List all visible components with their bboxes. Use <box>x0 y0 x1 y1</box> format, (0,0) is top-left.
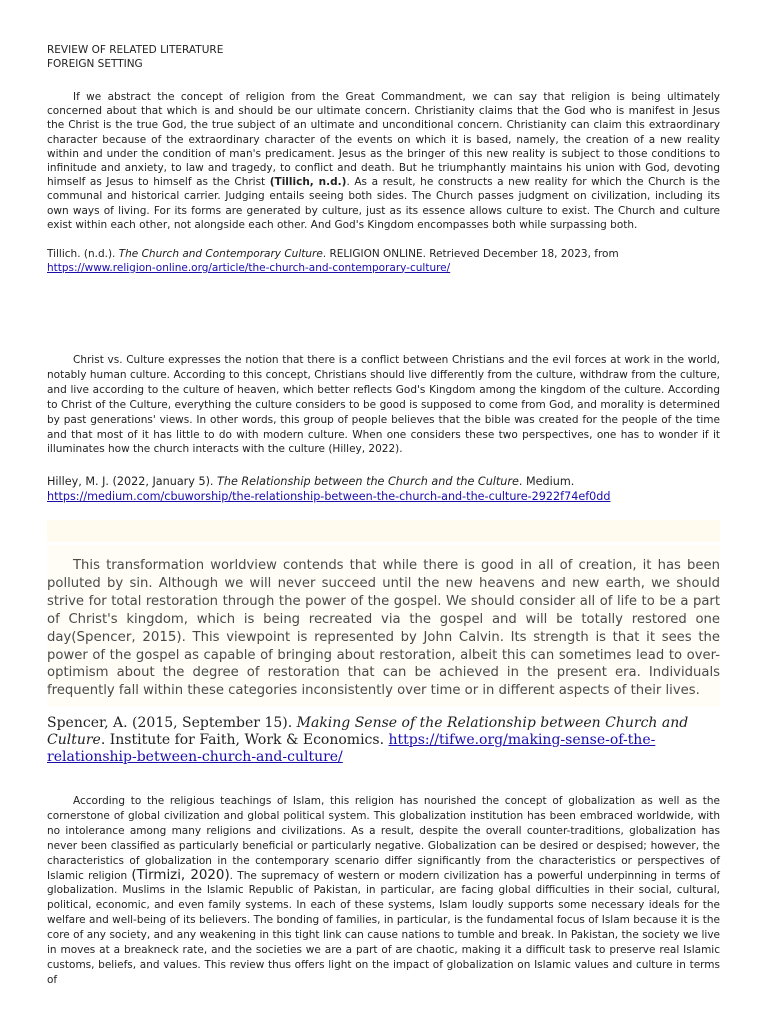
paragraph-tillich: If we abstract the concept of religion from the Great Commandment, we can say that religion is being ultimately concerned about that which is and should be our ultimate concern. Christianity claims that the God who is manifest in Jesus the Christ is the true God, the true subject of an ultimate and unconditional concern. Christianity can claim this extraordinary character because of the extraordinary character of the events on which it is based, namely, the creation of a new reality within and under the condition of man's predicament. Jesus as the bringer of this new reality is subject to those conditions to infinitude and anxiety, to law and tragedy, to conflict and death. But he triumphantly maintains his union with God, devoting himself as Jesus to himself as the Christ (Tillich, n.d.). As a result, he constructs a new reality for which the Church is the communal and historical carrier. Judging entails seeing both sides. The Church passes judgment on civilization, including its own ways of living. For its forms are generated by culture, just as its essence allows culture to exist. The Church and culture exist within each other, not alongside each other. And God's Kingdom encompasses both while surpassing both. <box>47 91 721 231</box>
heading-review: REVIEW OF RELATED LITERATURE <box>47 44 224 56</box>
ref-title-spencer: Making Sense of the Relationship between Church and Culture <box>47 715 689 748</box>
section-heading <box>47 44 720 71</box>
link-religion-online[interactable]: https://www.religion-online.org/article/the-church-and-contemporary-culture/ <box>47 261 451 274</box>
citation-hilley: (Hilley, 2022) <box>328 443 400 456</box>
citation-tillich: (Tillich, n.d.) <box>269 176 347 189</box>
ref-title-tillich: The Church and Contemporary Culture <box>118 248 323 260</box>
citation-tirmizi: (Tirmizi, 2020) <box>131 867 230 883</box>
section-hilley <box>47 353 720 457</box>
reference-spencer: Spencer, A. (2015, September 15). Making Sense of the Relationship between Church and Culture. Institute for Faith, Work & Economics. https://tifwe.org/making-sense-of-the-relationship-between-church-and-culture/ <box>47 715 689 765</box>
highlight-band <box>47 520 720 542</box>
link-tifwe[interactable]: https://tifwe.org/making-sense-of-the-relationship-between-church-and-culture/ <box>47 732 656 765</box>
ref-title-hilley: The Relationship between the Church and the Culture <box>217 475 519 488</box>
section-tillich <box>47 90 720 232</box>
heading-foreign-setting: FOREIGN SETTING <box>47 57 143 70</box>
citation-spencer: (Spencer, 2015) <box>71 629 182 645</box>
reference-hilley: Hilley, M. J. (2022, January 5). The Relationship between the Church and the Culture. Medium. https://medium.com/cbuworship/the-relationship-between-the-church-and-the-culture-2922f74ef0dd <box>47 475 611 503</box>
reference-tillich: Tillich. (n.d.). The Church and Contemporary Culture. RELIGION ONLINE. Retrieved December 18, 2023, from https://www.religion-online.org/article/the-church-and-contemporary-culture/ <box>47 248 619 274</box>
paragraph-spencer: This transformation worldview contends that while there is good in all of creation, it has been polluted by sin. Although we will never succeed until the new heavens and new earth, we should strive for total restoration through the power of the gospel. We should consider all of life to be a part of Christ's kingdom, which is being recreated via the gospel and will be totally restored one day(Spencer, 2015). This viewpoint is represented by John Calvin. Its strength is that it sees the power of the gospel as capable of bringing about restoration, albeit this can sometimes lead to over-optimism about the degree of restoration that can be achieved in the present era. Individuals frequently fall within these categories inconsistently over time or in different aspects of their lives. <box>47 558 721 699</box>
paragraph-hilley: Christ vs. Culture expresses the notion that there is a conflict between Christians and the evil forces at work in the world, notably human culture. According to this concept, Christians should live differently from the culture, withdraw from the culture, and live according to the culture of heaven, which better reflects God's Kingdom among the kingdom of the culture. According to Christ of the Culture, everything the culture considers to be good is supposed to come from God, and morality is determined by past generations' views. In other words, this group of people believes that the bible was created for the people of the time and that most of it has little to do with modern culture. When one considers these two perspectives, one has to wonder if it illuminates how the church interacts with the culture (Hilley, 2022). <box>47 354 720 456</box>
section-spencer <box>47 557 720 700</box>
link-medium[interactable]: https://medium.com/cbuworship/the-relationship-between-the-church-and-the-culture-2922f74ef0dd <box>47 490 611 503</box>
paragraph-tirmizi: According to the religious teachings of Islam, this religion has nourished the concept of globalization as well as the cornerstone of global civilization and global political system. This globalization institution has been embraced worldwide, with no intolerance among many religions and civilizations. As a result, despite the overall counter-traditions, globalization has never been classified as particularly beneficial or particularly negative. Globalization can be desired or despised; however, the characteristics of globalization in the contemporary scenario differ significantly from the characteristics or perspectives of Islamic religion (Tirmizi, 2020). The supremacy of western or modern civilization has a powerful underpinning in terms of globalization. Muslims in the Islamic Republic of Pakistan, in particular, are facing global difficulties in their social, cultural, political, economic, and even family systems. In each of these systems, Islam loudly supports some necessary ideals for the welfare and well-being of its believers. The bonding of families, in particular, is the fundamental focus of Islam because it is the core of any society, and any weakening in this tight link can cause nations to tumble and break. In Pakistan, the society we live in moves at a breakneck rate, and the societies we are a part of are chaotic, making it a difficult task to preserve real Islamic customs, beliefs, and values. This review thus offers light on the impact of globalization on Islamic values and culture in terms of <box>47 795 720 986</box>
section-tirmizi <box>47 794 720 988</box>
